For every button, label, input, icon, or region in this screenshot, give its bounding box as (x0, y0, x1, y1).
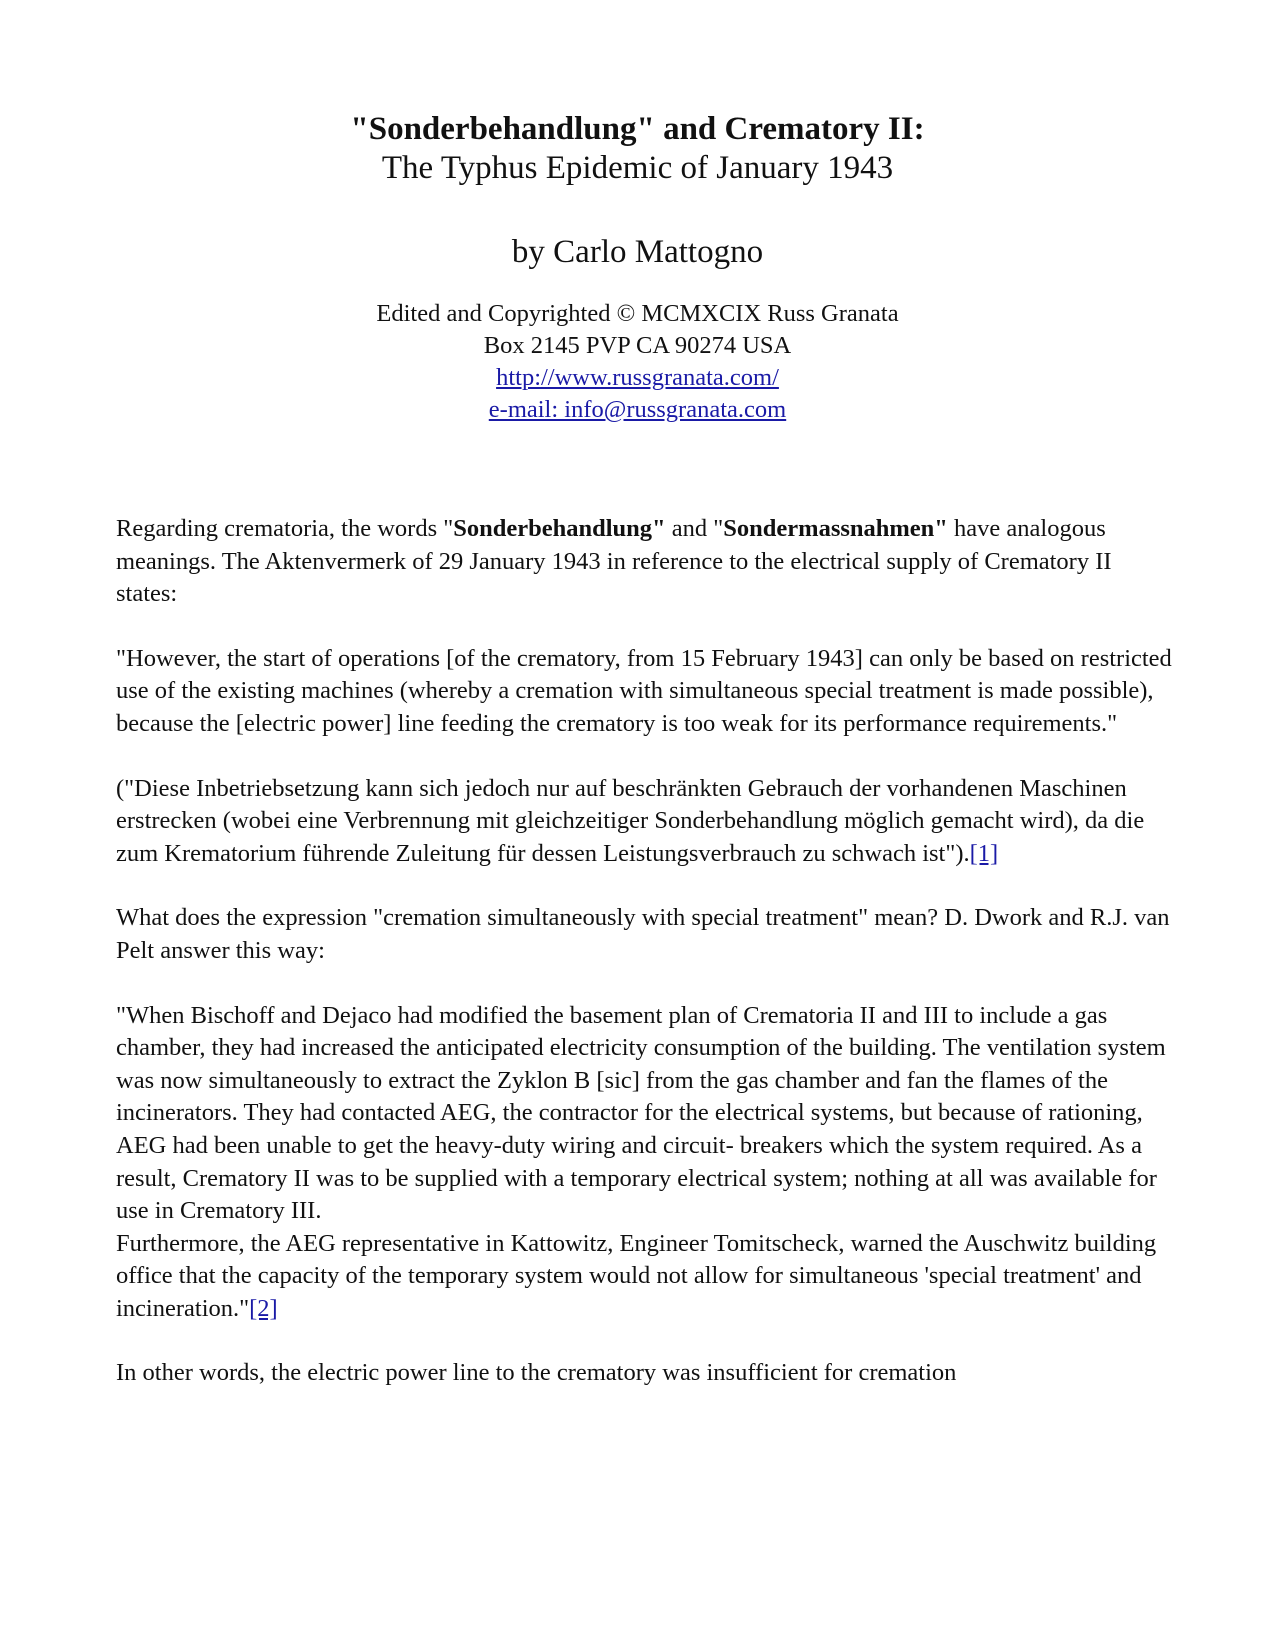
credits-block (0, 298, 1275, 426)
address-line: Box 2145 PVP CA 90274 USA (483, 332, 792, 359)
document-subtitle: The Typhus Epidemic of January 1943 (381, 150, 894, 186)
paragraph-1-text-d: have analogous meanings. The Aktenvermerk of 29 January 1943 in reference to the electrical supply of Crematory II states: (116, 515, 1112, 608)
paragraph-1 (116, 513, 1176, 611)
bold-term-sondermassnahmen: Sondermassnahmen" (723, 515, 948, 542)
document-body (116, 513, 1176, 1422)
paragraph-1-text-a: Regarding crematoria, the words " (116, 515, 454, 542)
document-header (0, 110, 1275, 426)
paragraph-4: What does the expression "cremation simultaneously with special treatment" mean? D. Dwork and R.J. van Pelt answer this way: (116, 904, 1170, 964)
paragraph-7: In other words, the electric power line to the crematory was insufficient for cremation (116, 1359, 957, 1387)
bold-term-sonderbehandlung: Sonderbehandlung" (453, 515, 666, 542)
website-link[interactable]: http://www.russgranata.com/ (496, 364, 779, 391)
paragraph-3-text: ("Diese Inbetriebsetzung kann sich jedoch nur auf beschränkten Gebrauch der vorhandenen Maschinen erstrecken (wobei eine Verbrennung mit gleichzeitiger Sonderbehandlung möglich gemacht wird), da die zum Krematorium führende Zuleitung für dessen Leistungsverbrauch zu schwach ist"). (116, 774, 1145, 867)
paragraph-1-text-c: and " (665, 515, 724, 542)
email-link[interactable]: e-mail: info@russgranata.com (488, 396, 787, 423)
copyright-line: Edited and Copyrighted © MCMXCIX Russ Granata (376, 300, 899, 327)
document-title: "Sonderbehandlung" and Crematory II: (350, 111, 925, 147)
footnote-link-2[interactable]: [2] (249, 1294, 278, 1322)
author-line: by Carlo Mattogno (511, 234, 764, 270)
paragraph-5-quote: "When Bischoff and Dejaco had modified the basement plan of Crematoria II and III to include a gas chamber, they had increased the anticipated electricity consumption of the building. The ventilation system was now simultaneously to extract the Zyklon B [sic] from the gas chamber and fan the flames of the incinerators. They had contacted AEG, the contractor for the electrical systems, but because of rationing, AEG had been unable to get the heavy-duty wiring and circuit- breakers which the system required. As a result, Crematory II was to be supplied with a temporary electrical system; nothing at all was available for use in Crematory III. (116, 1001, 1166, 1225)
paragraph-6-quote (116, 1228, 1176, 1326)
paragraph-2-quote: "However, the start of operations [of the crematory, from 15 February 1943] can only be based on restricted use of the existing machines (whereby a cremation with simultaneous special treatment is made possible), because the [electric power] line feeding the crematory is too weak for its performance requirements." (116, 644, 1172, 737)
footnote-link-1[interactable]: [1] (969, 839, 999, 867)
paragraph-6-text: Furthermore, the AEG representative in Kattowitz, Engineer Tomitscheck, warned the Auschwitz building office that the capacity of the temporary system would not allow for simultaneous 'special treatment' and incineration." (116, 1229, 1157, 1322)
paragraph-3-german-quote (116, 773, 1176, 871)
